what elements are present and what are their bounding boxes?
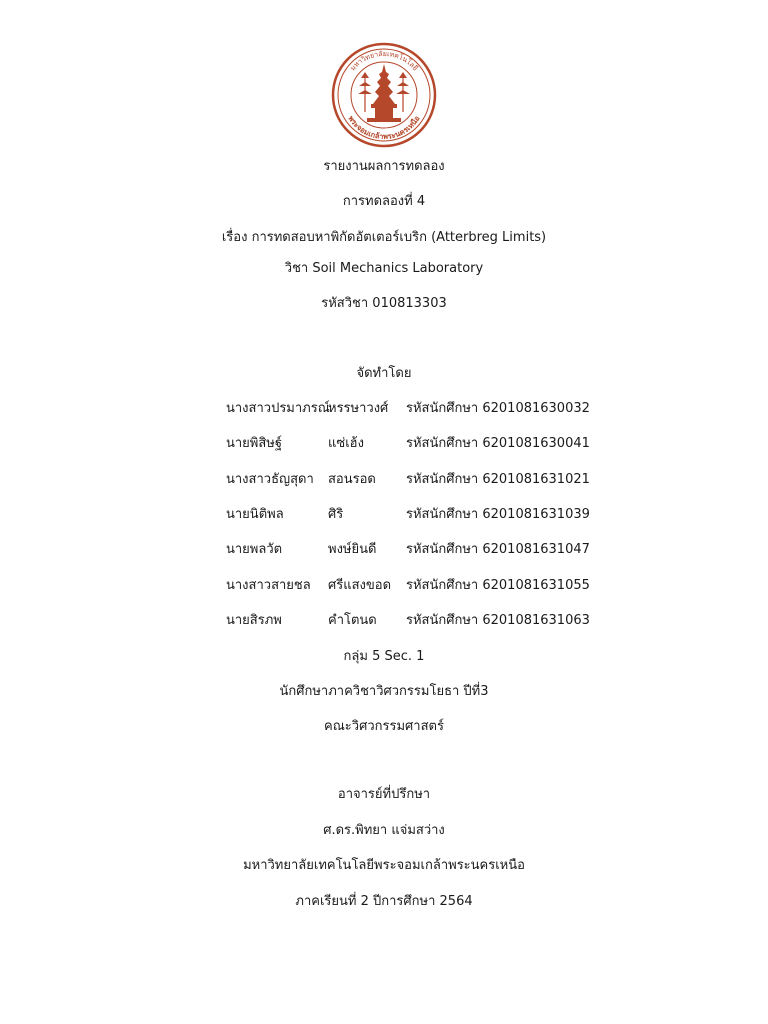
university-name: มหาวิทยาลัยเทคโนโลยีพระจอมเกล้าพระนครเหนือ [243,858,525,873]
advisor-name: ศ.ดร.พิทยา แจ่มสว่าง [323,823,445,838]
member-last-name: สอนรอด [328,472,376,487]
department-year: นักศึกษาภาควิชาวิศวกรรมโยธา ปีที่3 [279,684,489,699]
experiment-number: การทดลองที่ 4 [342,194,426,209]
member-first-name: นายพลวัต [226,542,283,557]
member-row [0,612,768,630]
member-first-name: นางสาวปรมาภรณ์ [226,401,330,416]
member-student-id: รหัสนักศึกษา 6201081631021 [406,472,590,487]
report-title: รายงานผลการทดลอง [323,159,445,174]
member-last-name: คำโตนด [328,613,377,628]
member-row [0,506,768,524]
course-code: รหัสวิชา 010813303 [321,296,447,311]
member-row [0,400,768,418]
member-first-name: นายสิรภพ [226,613,282,628]
member-row [0,541,768,559]
member-first-name: นายพิสิษฐ์ [226,436,283,451]
group-section: กลุ่ม 5 Sec. 1 [343,649,425,664]
member-last-name: ศิริ [328,507,344,522]
member-row [0,435,768,453]
member-student-id: รหัสนักศึกษา 6201081631039 [406,507,590,522]
member-last-name: หรรษาวงศ์ [328,401,389,416]
member-last-name: พงษ์ยินดี [328,542,377,557]
seal-text-top: มหาวิทยาลัยเทคโนโลยี [348,49,420,73]
member-last-name: แซ่เฮ้ง [328,436,364,451]
faculty-name: คณะวิศวกรรมศาสตร์ [324,719,444,734]
member-last-name: ศรีแสงขอด [328,578,392,593]
member-student-id: รหัสนักศึกษา 6201081630041 [406,436,590,451]
semester-year: ภาคเรียนที่ 2 ปีการศึกษา 2564 [295,894,473,909]
advisor-heading: อาจารย์ที่ปรึกษา [337,787,431,802]
member-student-id: รหัสนักศึกษา 6201081631055 [406,578,590,593]
member-student-id: รหัสนักศึกษา 6201081631063 [406,613,590,628]
university-seal [331,42,437,148]
member-student-id: รหัสนักศึกษา 6201081631047 [406,542,590,557]
course-name: วิชา Soil Mechanics Laboratory [284,261,484,276]
member-row [0,471,768,489]
member-first-name: นางสาวสายชล [226,578,311,593]
member-student-id: รหัสนักศึกษา 6201081630032 [406,401,590,416]
member-first-name: นางสาวธัญสุดา [226,472,314,487]
member-first-name: นายนิติพล [226,507,284,522]
member-row [0,577,768,595]
prepared-by-heading: จัดทำโดย [356,366,412,381]
experiment-subject: เรื่อง การทดสอบหาพิกัดอัตเตอร์เบริก (Atterbreg Limits) [221,230,547,245]
seal-text-bottom: พระจอมเกล้าพระนครเหนือ [346,114,422,142]
